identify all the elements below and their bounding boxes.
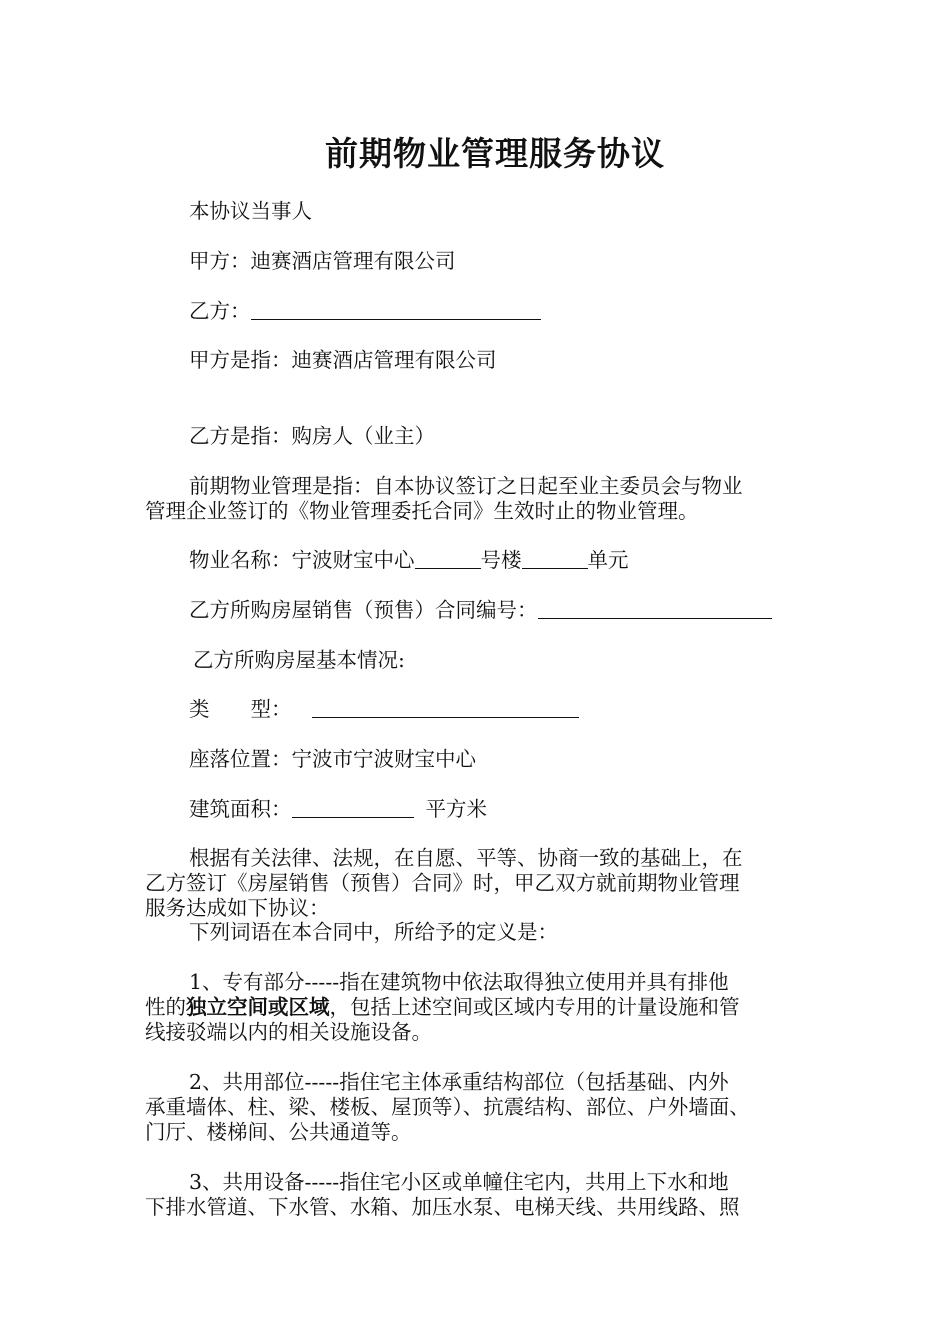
party-a-label: 甲方： [189,249,251,273]
party-b-definition: 乙方是指：购房人（业主） [189,424,435,448]
building-label: 号楼 [480,548,522,572]
party-a-value: 迪赛酒店管理有限公司 [250,249,456,273]
paragraph-line: 乙方签订《房屋销售（预售）合同》时，甲乙双方就前期物业管理 [145,871,740,895]
area-label: 建筑面积： [189,797,292,821]
party-a-definition: 甲方是指：迪赛酒店管理有限公司 [189,348,497,372]
paragraph-line: 线接驳端以内的相关设施设备。 [145,1020,432,1044]
contract-number-label: 乙方所购房屋销售（预售）合同编号： [189,598,538,622]
paragraph-line: 根据有关法律、法规，在自愿、平等、协商一致的基础上，在 [189,846,743,870]
early-management-definition [145,474,825,524]
paragraph-line: 1、专有部分-----指在建筑物中依法取得独立使用并具有排他 [189,970,729,994]
text-run: ，包括上述空间或区域内专用的计量设施和管 [329,995,740,1019]
paragraph-line: 前期物业管理是指：自本协议签订之日起至业主委员会与物业 [189,474,743,498]
type-blank[interactable] [312,697,579,718]
paragraph-line: 下排水管道、下水管、水箱、加压水泵、电梯天线、共用线路、照 [145,1195,740,1219]
paragraph-line: 2、共用部位-----指住宅主体承重结构部位（包括基础、内外 [189,1070,729,1094]
document-title: 前期物业管理服务协议 [325,134,665,173]
definition-1 [145,970,825,1045]
bold-term: 独立空间或区域 [186,995,330,1019]
paragraph-line: 承重墙体、柱、梁、楼板、屋顶等）、抗震结构、部位、户外墙面、 [145,1095,750,1119]
area-blank[interactable] [292,797,414,818]
party-b-line [189,299,541,324]
contract-number-line [189,598,772,623]
area-unit: 平方米 [425,797,487,821]
definition-2 [145,1070,825,1145]
basic-info-heading: 乙方所购房屋基本情况: [193,648,405,672]
definition-3 [145,1170,825,1220]
basis-paragraph [145,846,825,921]
paragraph-line [145,995,825,1020]
text-run: 性的 [145,995,186,1019]
type-line [189,697,579,722]
contract-number-blank[interactable] [538,598,772,619]
property-name-line [189,548,629,573]
party-b-label: 乙方： [189,299,251,323]
building-number-blank[interactable] [415,548,481,569]
unit-number-blank[interactable] [522,548,588,569]
area-line [189,797,487,822]
property-name-label: 物业名称：宁波财宝中心 [189,548,415,572]
paragraph-line: 3、共用设备-----指住宅小区或单幢住宅内，共用上下水和地 [189,1170,729,1194]
parties-intro: 本协议当事人 [189,199,312,223]
paragraph-line: 管理企业签订的《物业管理委托合同》生效时止的物业管理。 [145,499,699,523]
party-b-blank[interactable] [251,299,541,320]
party-a-line [189,249,456,274]
paragraph-line: 门厅、楼梯间、公共通道等。 [145,1120,412,1144]
type-label: 类 型： [189,697,292,721]
location-line: 座落位置：宁波市宁波财宝中心 [189,747,476,771]
unit-label: 单元 [587,548,629,572]
definitions-intro: 下列词语在本合同中，所给予的定义是： [189,920,558,944]
paragraph-line: 服务达成如下协议： [145,896,330,920]
